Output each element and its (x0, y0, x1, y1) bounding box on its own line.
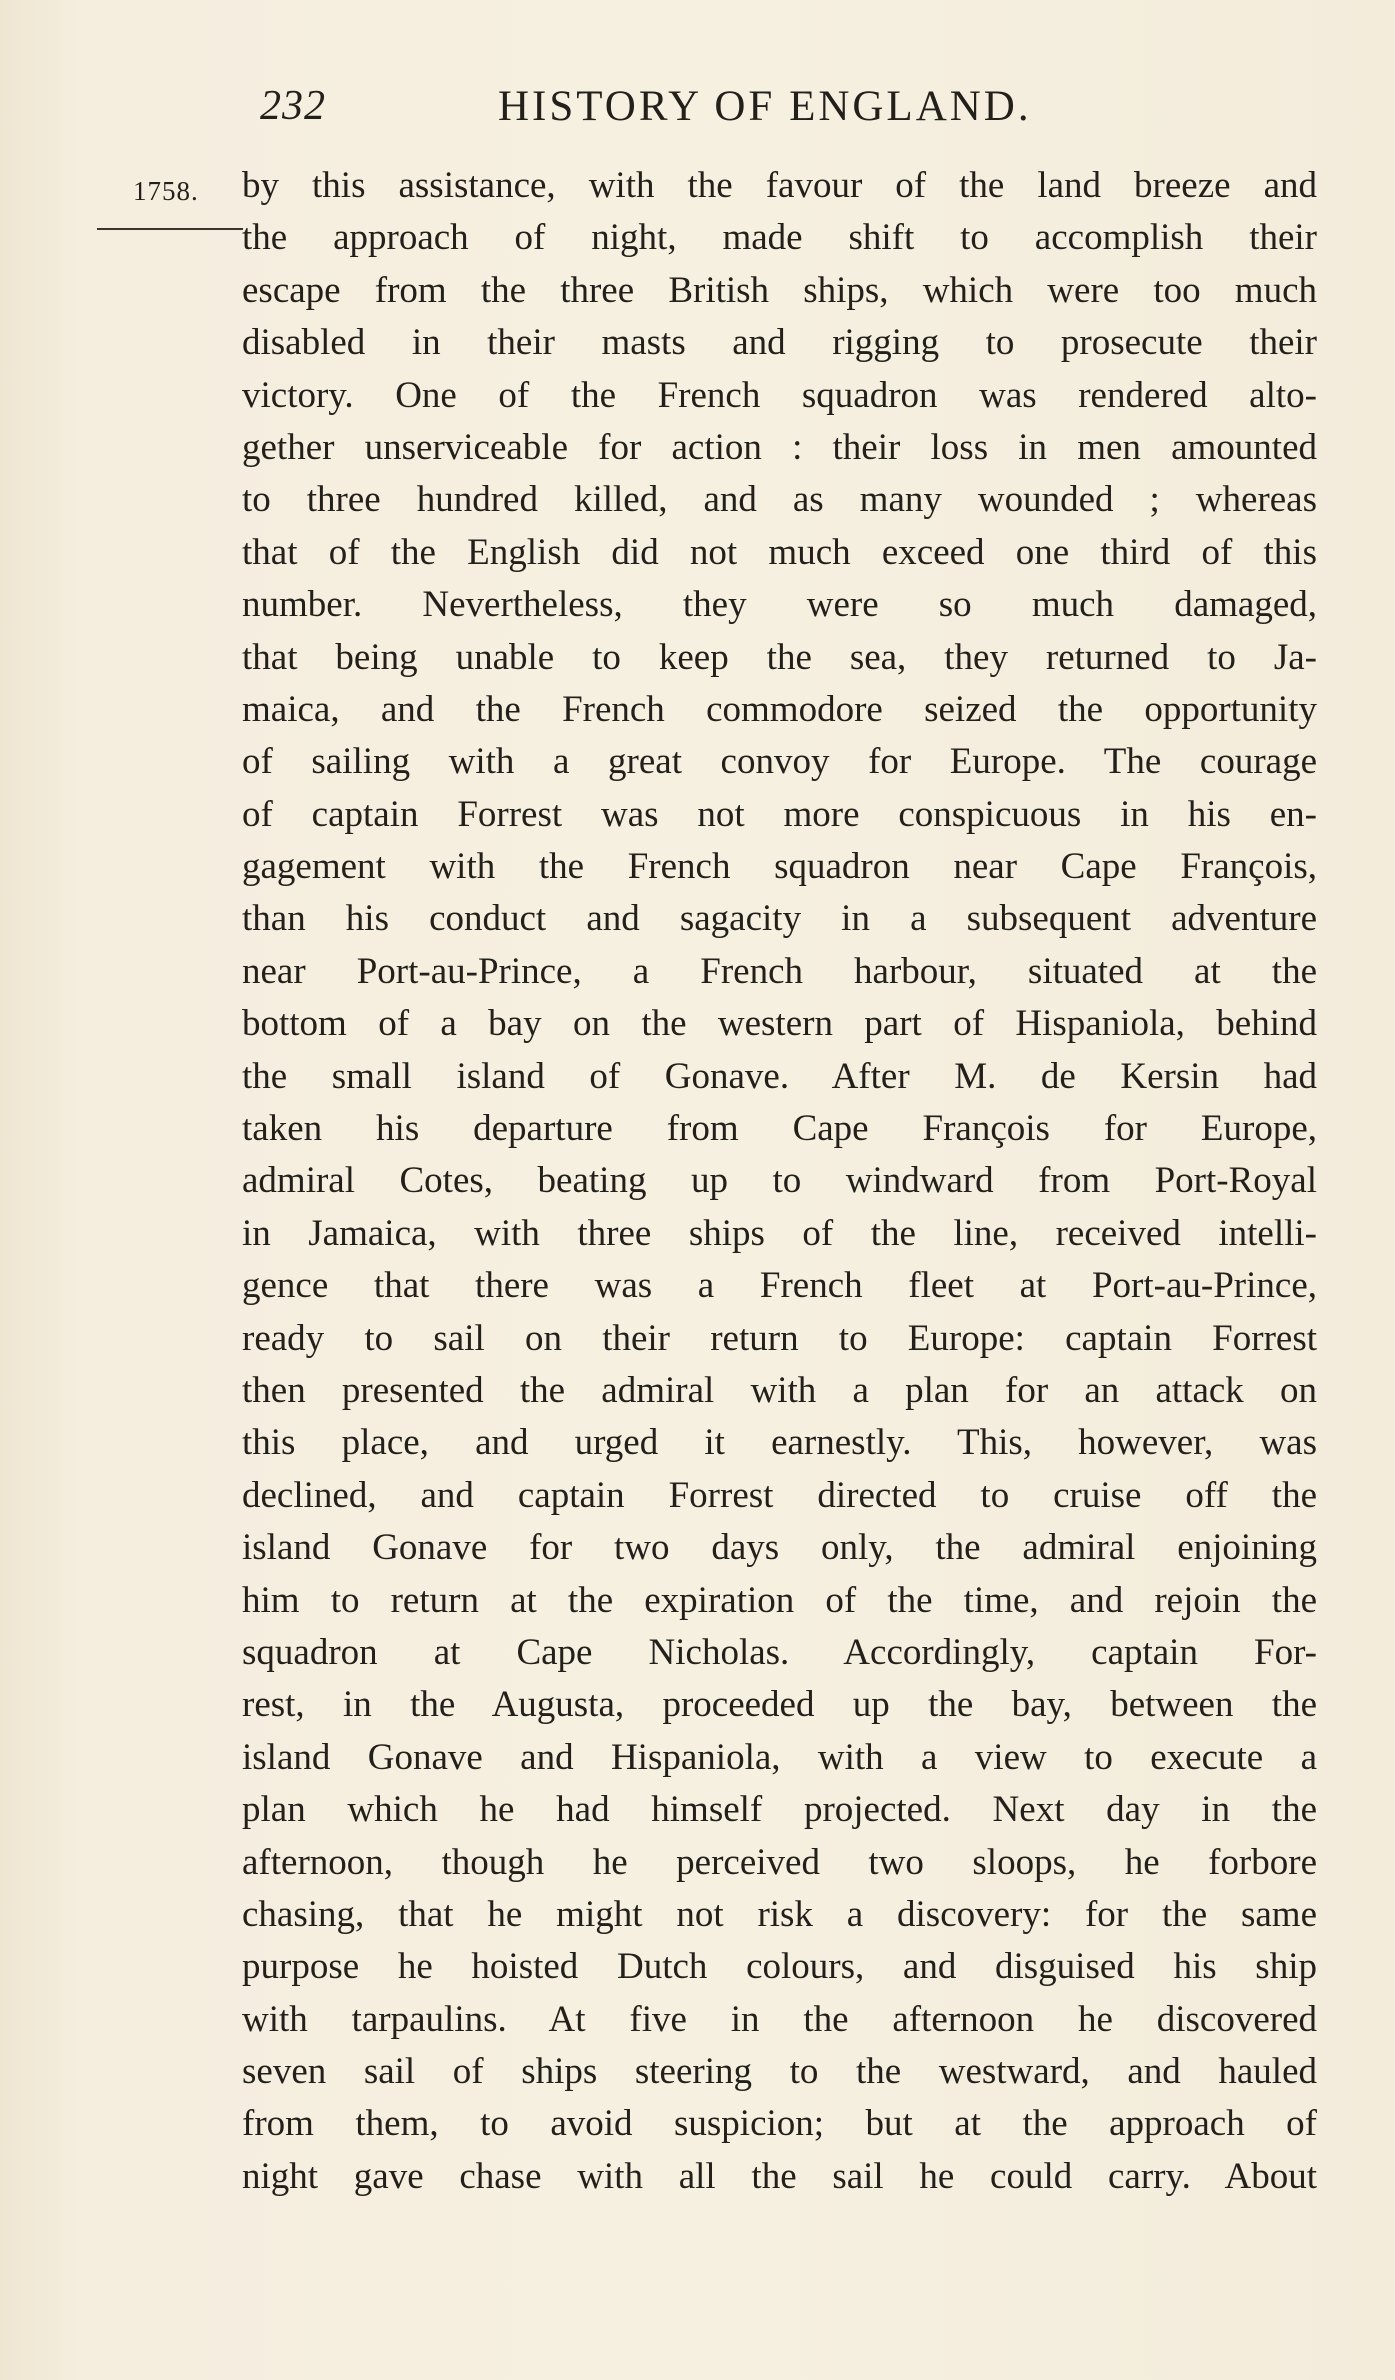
text-line: chasing, that he might not risk a discovery: for the same (242, 1893, 1317, 1935)
text-line: near Port-au-Prince, a French harbour, situated at the (242, 950, 1317, 992)
text-line: disabled in their masts and rigging to prosecute their (242, 322, 1317, 364)
text-line: of captain Forrest was not more conspicuous in his en- (242, 793, 1317, 835)
text-line: purpose he hoisted Dutch colours, and disguised his ship (242, 1946, 1317, 1988)
text-line: the approach of night, made shift to accomplish their (242, 217, 1317, 259)
page-number: 232 (260, 83, 326, 129)
text-line: admiral Cotes, beating up to windward from Port-Royal (242, 1160, 1317, 1202)
text-line: taken his departure from Cape François for Europe, (242, 1108, 1317, 1150)
text-line: with tarpaulins. At five in the afternoon he discovered (242, 1998, 1317, 2040)
text-line: him to return at the expiration of the time, and rejoin the (242, 1579, 1317, 1621)
margin-rule (97, 228, 243, 230)
text-line: plan which he had himself projected. Next day in the (242, 1789, 1317, 1831)
text-line: rest, in the Augusta, proceeded up the bay, between the (242, 1684, 1317, 1726)
text-line: squadron at Cape Nicholas. Accordingly, captain For- (242, 1631, 1317, 1673)
text-line: of sailing with a great convoy for Europe. The courage (242, 741, 1317, 783)
text-line: in Jamaica, with three ships of the line, received intelli- (242, 1212, 1317, 1254)
margin-year-note: 1758. (133, 176, 199, 206)
text-line: escape from the three British ships, which were too much (242, 269, 1317, 311)
text-line: night gave chase with all the sail he could carry. About (242, 2155, 1317, 2197)
text-line: bottom of a bay on the western part of Hispaniola, behind (242, 1003, 1317, 1045)
text-line: gence that there was a French fleet at Port-au-Prince, (242, 1265, 1317, 1307)
text-line: gagement with the French squadron near Cape François, (242, 846, 1317, 888)
text-line: by this assistance, with the favour of the land breeze and (242, 165, 1317, 206)
text-line: declined, and captain Forrest directed to cruise off the (242, 1474, 1317, 1516)
text-line: number. Nevertheless, they were so much damaged, (242, 584, 1317, 626)
running-title: HISTORY OF ENGLAND. (498, 83, 1032, 130)
text-line: gether unserviceable for action : their loss in men amounted (242, 426, 1317, 468)
text-line: maica, and the French commodore seized the opportunity (242, 688, 1317, 730)
text-line: that being unable to keep the sea, they returned to Ja- (242, 636, 1317, 678)
text-line: from them, to avoid suspicion; but at the approach of (242, 2103, 1317, 2145)
text-line: then presented the admiral with a plan for an attack on (242, 1369, 1317, 1411)
text-line: island Gonave for two days only, the admiral enjoining (242, 1527, 1317, 1569)
text-line: afternoon, though he perceived two sloops, he forbore (242, 1841, 1317, 1883)
text-line: this place, and urged it earnestly. This, however, was (242, 1422, 1317, 1464)
text-line: victory. One of the French squadron was rendered alto- (242, 374, 1317, 416)
text-line: seven sail of ships steering to the westward, and hauled (242, 2051, 1317, 2093)
text-line: island Gonave and Hispaniola, with a view to execute a (242, 1736, 1317, 1778)
text-line: the small island of Gonave. After M. de Kersin had (242, 1055, 1317, 1097)
text-line: ready to sail on their return to Europe: captain Forrest (242, 1317, 1317, 1359)
text-line: to three hundred killed, and as many wounded ; whereas (242, 479, 1317, 521)
body-text (242, 160, 1317, 2203)
page-header (260, 82, 1100, 142)
text-line: that of the English did not much exceed one third of this (242, 531, 1317, 573)
text-line: than his conduct and sagacity in a subsequent adventure (242, 898, 1317, 940)
